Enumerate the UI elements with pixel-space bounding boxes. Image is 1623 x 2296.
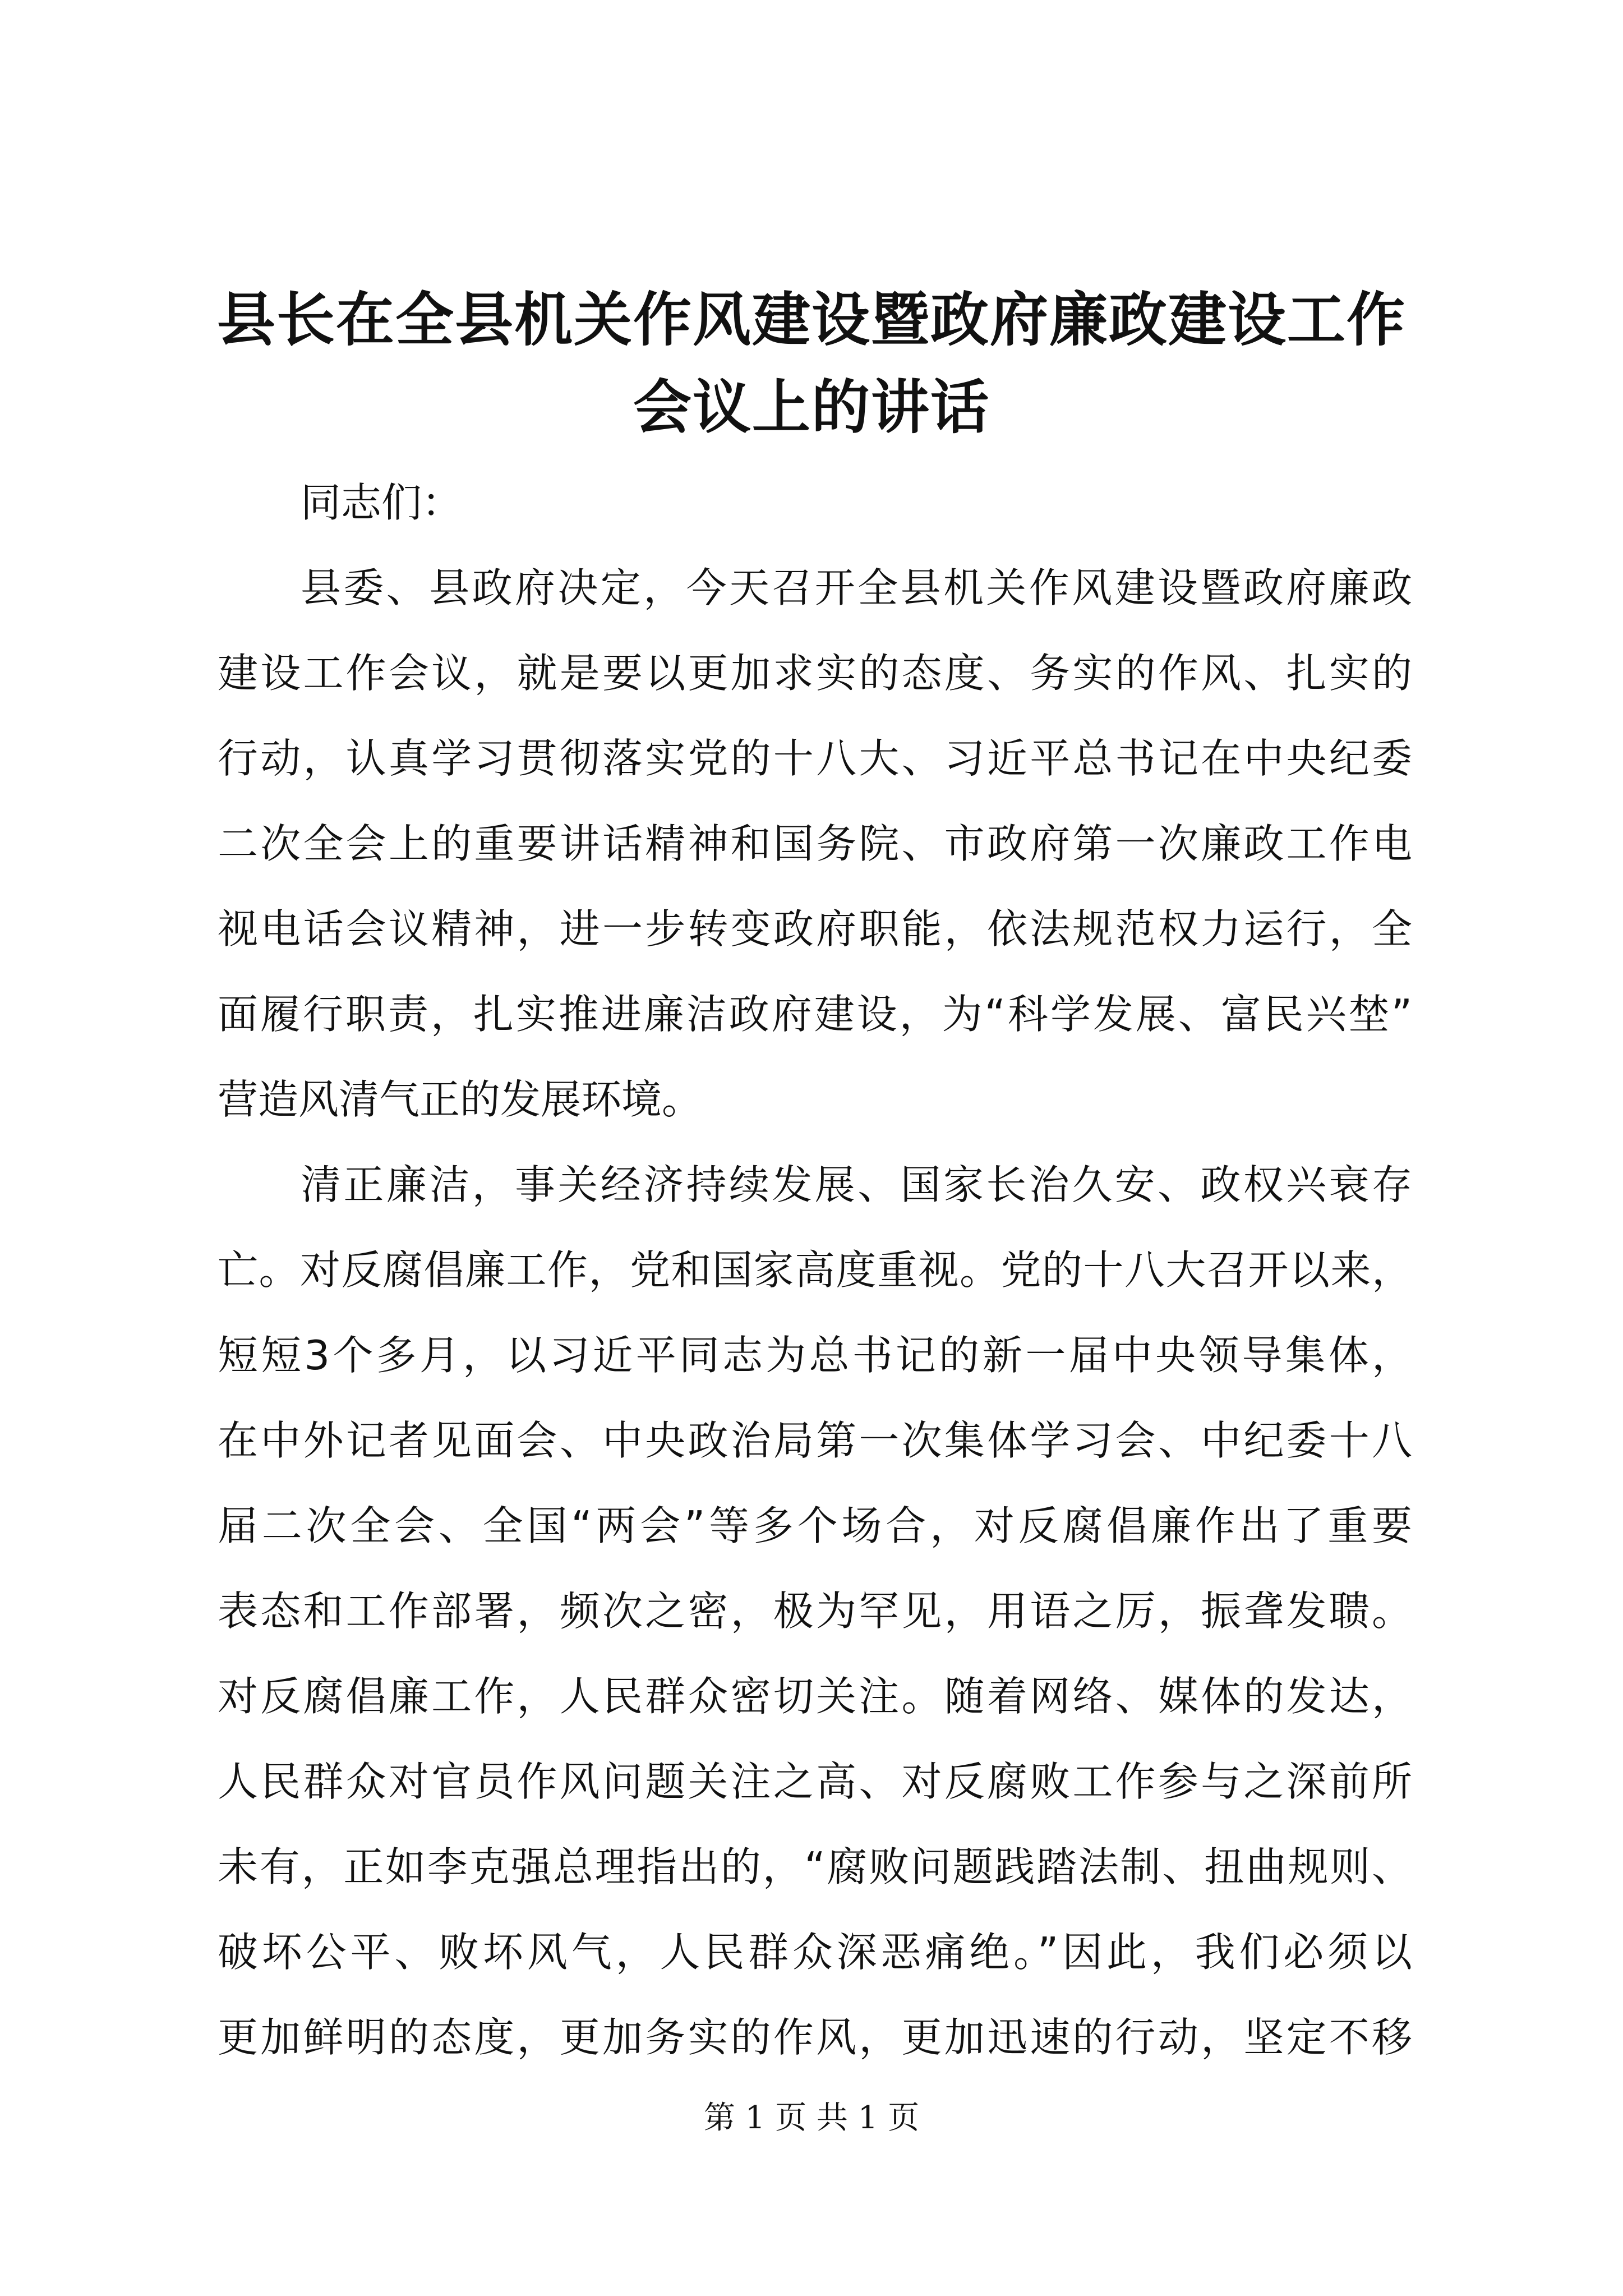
paragraph-line: 亡。对反腐倡廉工作，党和国家高度重视。党的十八大召开以来，	[218, 1246, 1412, 1294]
paragraph	[218, 1142, 1412, 2080]
paragraph-line: 建设工作会议，就是要以更加求实的态度、务实的作风、扎实的	[218, 650, 1412, 697]
paragraph-line: 清正廉洁，事关经济持续发展、国家长治久安、政权兴衰存	[301, 1161, 1412, 1208]
paragraph	[218, 545, 1412, 1142]
paragraph-line: 县委、县政府决定，今天召开全县机关作风建设暨政府廉政	[301, 564, 1412, 611]
paragraph-line: 视电话会议精神，进一步转变政府职能，依法规范权力运行，全	[218, 905, 1412, 953]
paragraph-line: 表态和工作部署，频次之密，极为罕见，用语之厉，振聋发聩。	[218, 1588, 1412, 1635]
document-body	[218, 460, 1412, 2080]
paragraph-line: 未有，正如李克强总理指出的，“腐败问题践踏法制、扭曲规则、	[218, 1843, 1412, 1890]
title-line: 县长在全县机关作风建设暨政府廉政建设工作	[216, 285, 1406, 354]
salutation: 同志们：	[301, 479, 463, 526]
paragraph-line: 更加鲜明的态度，更加务实的作风，更加迅速的行动，坚定不移	[218, 2014, 1412, 2061]
paragraph-line: 行动，认真学习贯彻落实党的十八大、习近平总书记在中央纪委	[218, 735, 1412, 782]
page-footer: 第 1 页 共 1 页	[703, 2100, 920, 2136]
document-title	[168, 276, 1455, 451]
paragraph-line: 对反腐倡廉工作，人民群众密切关注。随着网络、媒体的发达，	[218, 1673, 1412, 1720]
paragraph-line: 破坏公平、败坏风气，人民群众深恶痛绝。”因此，我们必须以	[218, 1929, 1412, 1976]
paragraph-line: 届二次全会、全国“两会”等多个场合，对反腐倡廉作出了重要	[218, 1502, 1412, 1549]
paragraph-line: 面履行职责，扎实推进廉洁政府建设，为“科学发展、富民兴埜”	[218, 991, 1412, 1038]
paragraph-line: 短短3个多月，以习近平同志为总书记的新一届中央领导集体，	[218, 1332, 1412, 1379]
paragraph-line: 营造风清气正的发展环境。	[218, 1076, 703, 1123]
paragraph-line: 在中外记者见面会、中央政治局第一次集体学习会、中纪委十八	[218, 1417, 1412, 1464]
title-line: 会议上的讲话	[633, 372, 990, 441]
paragraph-line: 人民群众对官员作风问题关注之高、对反腐败工作参与之深前所	[218, 1758, 1412, 1805]
paragraph-line: 二次全会上的重要讲话精神和国务院、市政府第一次廉政工作电	[218, 820, 1412, 867]
